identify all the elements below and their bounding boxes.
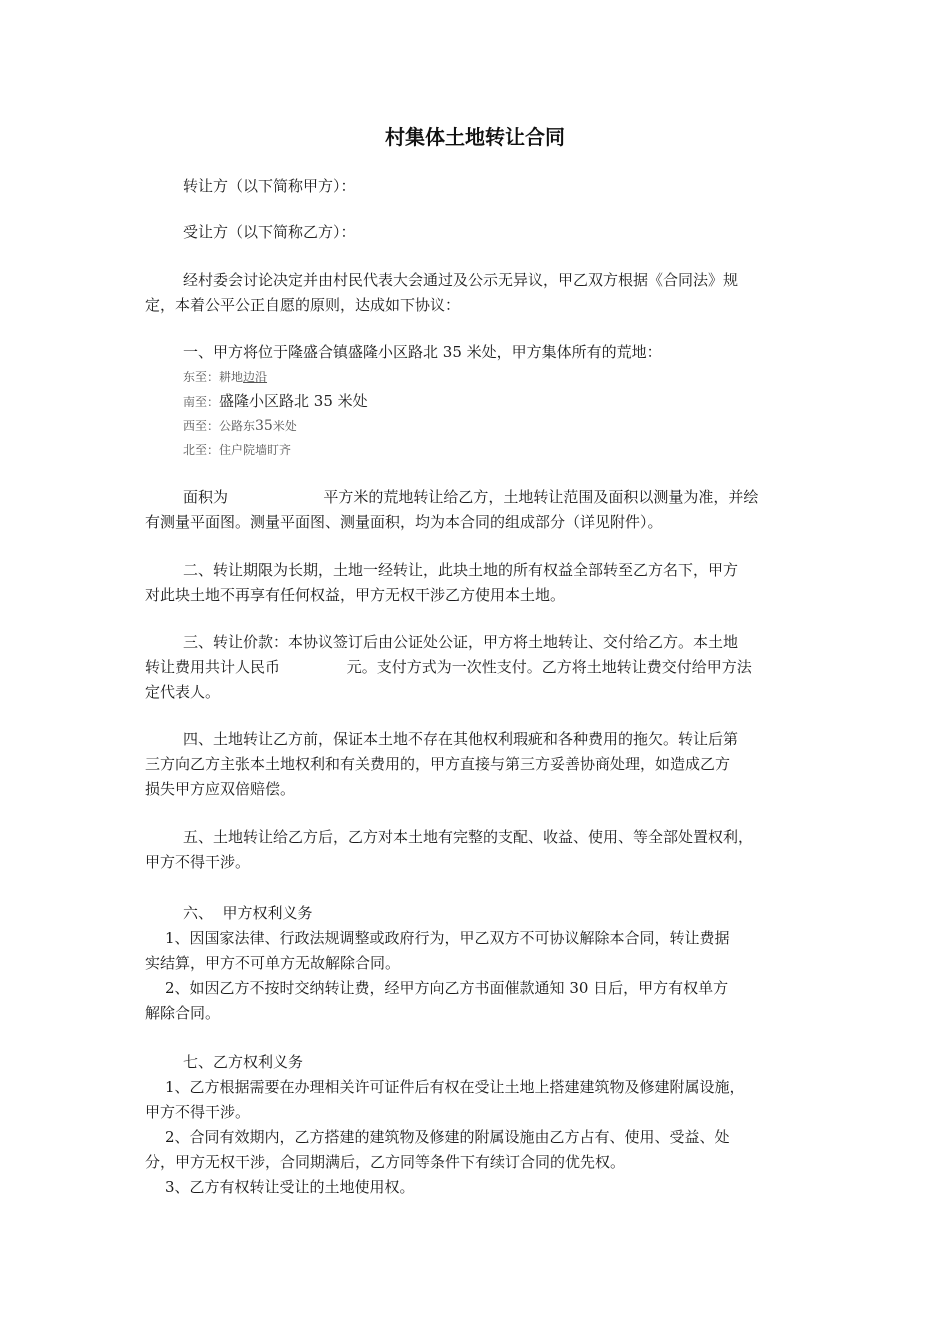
boundary-east-underlined: 边沿 xyxy=(243,370,268,384)
boundary-west xyxy=(183,416,297,436)
clause6-line-2: 实结算，甲方不可单方无故解除合同。 xyxy=(145,954,401,972)
preamble-line-1: 经村委会讨论决定并由村民代表大会通过及公示无异议，甲乙双方根据《合同法》规 xyxy=(183,271,739,289)
clause4-line-1: 四、土地转让乙方前，保证本土地不存在其他权利瑕疵和各种费用的拖欠。转让后第 xyxy=(183,730,739,748)
clause7-line-3: 2、合同有效期内，乙方搭建的建筑物及修建的附属设施由乙方占有、使用、受益、处 xyxy=(165,1128,730,1146)
clause6-line-4: 解除合同。 xyxy=(145,1004,221,1022)
clause6-heading: 六、 甲方权利义务 xyxy=(183,904,313,922)
clause6-line-1: 1、因国家法律、行政法规调整或政府行为，甲乙双方不可协议解除本合同，转让费据 xyxy=(165,929,730,947)
document-title: 村集体土地转让合同 xyxy=(385,125,565,149)
boundary-west-num: 35 xyxy=(255,418,273,434)
boundary-west-unit: 米处 xyxy=(272,419,297,433)
clause7-line-2: 甲方不得干涉。 xyxy=(145,1103,251,1121)
boundary-east-label: 东至：耕地 xyxy=(183,370,244,384)
boundary-north: 北至：住户院墙盯齐 xyxy=(183,443,292,457)
clause2-line-1: 二、转让期限为长期，土地一经转让，此块土地的所有权益全部转至乙方名下，甲方 xyxy=(183,561,739,579)
boundary-south-value: 盛隆小区路北 35 米处 xyxy=(219,392,368,410)
clause7-line-4: 分，甲方无权干涉，合同期满后，乙方同等条件下有续订合同的优先权。 xyxy=(145,1153,626,1171)
clause7-line-5: 3、乙方有权转让受让的土地使用权。 xyxy=(165,1178,415,1196)
transferor-line: 转让方（以下简称甲方）： xyxy=(183,177,356,195)
clause4-line-2: 三方向乙方主张本土地权利和有关费用的，甲方直接与第三方妥善协商处理，如造成乙方 xyxy=(145,755,731,773)
clause4-line-3: 损失甲方应双倍赔偿。 xyxy=(145,780,296,798)
transferee-line: 受让方（以下简称乙方）： xyxy=(183,223,356,241)
boundary-west-label: 西至：公路东 xyxy=(183,419,256,433)
clause7-line-1: 1、乙方根据需要在办理相关许可证件后有权在受让土地上搭建建筑物及修建附属设施， xyxy=(165,1078,745,1096)
area-line-1: 面积为 平方米的荒地转让给乙方，土地转让范围及面积以测量为准，并绘 xyxy=(183,488,759,506)
clause5-line-2: 甲方不得干涉。 xyxy=(145,853,251,871)
clause3-line-2: 转让费用共计人民币 元。支付方式为一次性支付。乙方将土地转让费交付给甲方法 xyxy=(145,658,752,676)
clause3-line-1: 三、转让价款：本协议签订后由公证处公证，甲方将土地转让、交付给乙方。本土地 xyxy=(183,633,739,651)
area-line-2: 有测量平面图。测量平面图、测量面积，均为本合同的组成部分（详见附件）。 xyxy=(145,513,663,531)
boundary-east xyxy=(183,367,267,387)
clause6-line-3: 2、如因乙方不按时交纳转让费，经甲方向乙方书面催款通知 30 日后，甲方有权单方 xyxy=(165,979,729,997)
clause5-line-1: 五、土地转让给乙方后，乙方对本土地有完整的支配、收益、使用、等全部处置权利， xyxy=(183,828,754,846)
clause7-heading: 七、乙方权利义务 xyxy=(183,1053,304,1071)
preamble-line-2: 定，本着公平公正自愿的原则，达成如下协议： xyxy=(145,296,461,314)
boundary-south xyxy=(183,391,368,412)
clause1-text: 一、甲方将位于隆盛合镇盛隆小区路北 35 米处，甲方集体所有的荒地： xyxy=(183,343,662,361)
clause3-line-3: 定代表人。 xyxy=(145,683,221,701)
clause2-line-2: 对此块土地不再享有任何权益，甲方无权干涉乙方使用本土地。 xyxy=(145,586,566,604)
boundary-south-label: 南至： xyxy=(183,395,220,409)
